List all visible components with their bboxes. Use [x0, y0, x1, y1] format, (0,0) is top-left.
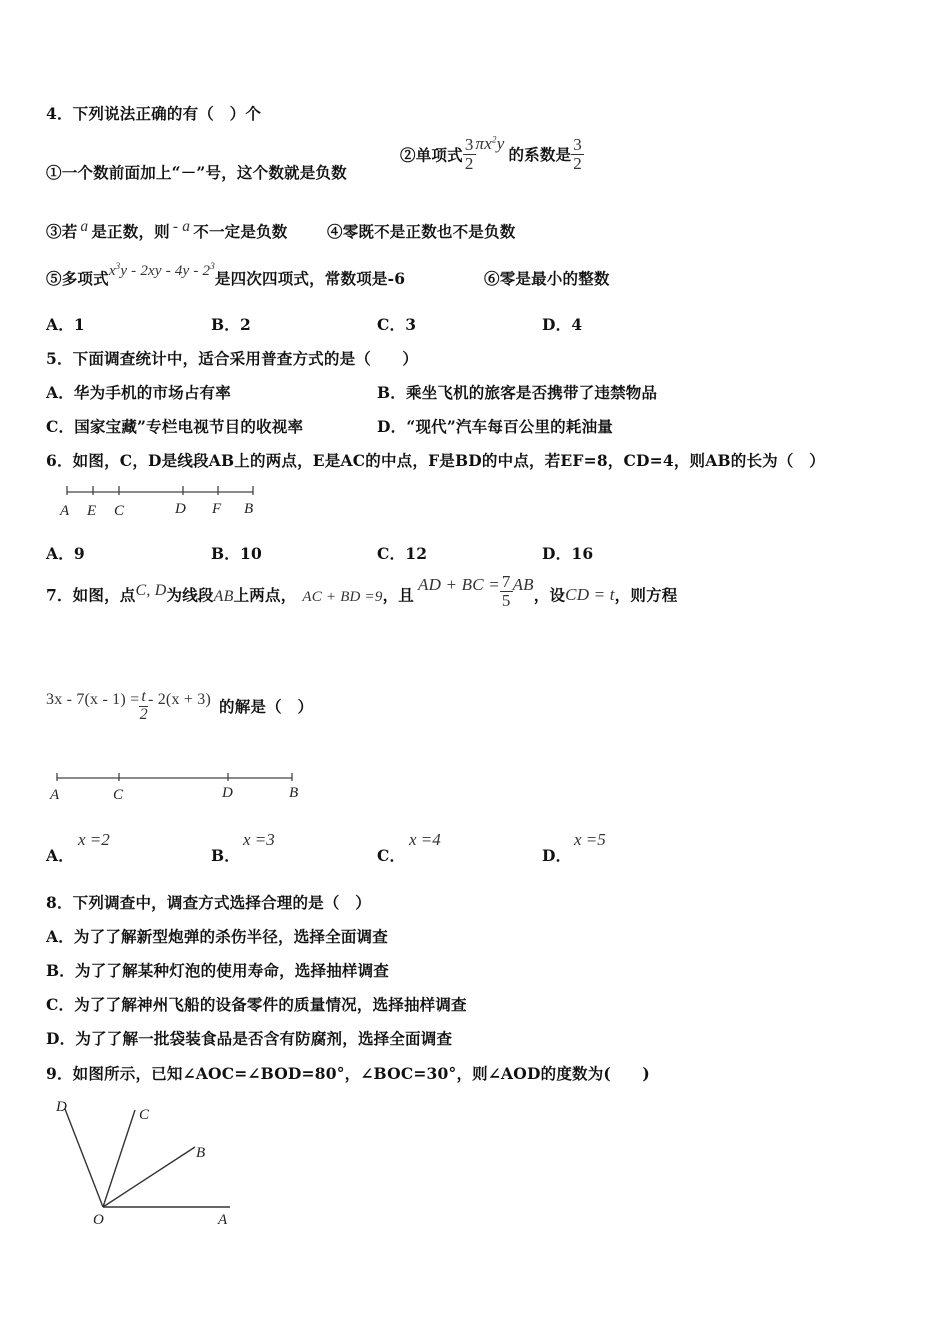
q7-equation-left: 3x - 7(x - 1) = [46, 691, 140, 709]
q7-equation-numerator: t [141, 688, 146, 705]
q7-equation-right: - 2(x + 3) [148, 691, 212, 709]
q4-statement-3 [46, 220, 287, 242]
q6-label-e: E [87, 503, 97, 519]
q7-text-5: ，设 [533, 585, 566, 605]
q7-segment-ab: AB [213, 588, 234, 606]
q7-option-a-value: x =2 [78, 830, 110, 849]
q4-s2-pre: ②单项式 [400, 145, 463, 165]
q4-stem: 4．下列说法正确的有（ ）个 [46, 104, 262, 123]
q5-option-c: C．国家宝藏”专栏电视节目的收视率 [46, 417, 304, 436]
q9-label-o: O [93, 1212, 104, 1228]
q4-option-d: D．4 [542, 315, 583, 334]
q9-label-c: C [139, 1107, 150, 1123]
q4-s3-a: a [80, 218, 89, 235]
q7-option-c-letter: C． [377, 846, 406, 865]
q4-statement-2 [400, 136, 584, 173]
q4-option-b: B．2 [211, 315, 251, 334]
q7-points-cd: C, D [135, 582, 167, 600]
q4-s5-post: 是四次四项式，常数项是-6 [214, 269, 406, 288]
q5-stem: 5．下面调查统计中，适合采用普查方式的是（ ） [46, 349, 419, 368]
q7-label-b: B [289, 785, 299, 801]
q6-option-a: A．9 [46, 544, 85, 563]
q4-s2-coef-numerator: 3 [573, 135, 582, 154]
q9-angle-figure [50, 1093, 240, 1233]
q8-option-d: D．为了了解一批袋装食品是否含有防腐剂，选择全面调查 [46, 1029, 453, 1048]
q4-s2-post: 的系数是 [508, 145, 572, 165]
q4-s5-rest: y - 2xy - 4y - 2 [120, 263, 211, 279]
q7-segment-figure [46, 768, 311, 804]
q6-label-b: B [244, 501, 254, 517]
q4-s2-coefficient [571, 136, 584, 173]
q4-s5-exp-b: 3 [210, 261, 215, 271]
q8-option-a: A．为了了解新型炮弹的杀伤半径，选择全面调查 [46, 927, 388, 946]
q4-s3-pre: ③若 [46, 222, 78, 241]
q4-s5-x: x [108, 263, 116, 279]
q4-statement-5 [46, 261, 406, 289]
q8-option-b: B．为了了解某种灯泡的使用寿命，选择抽样调查 [46, 961, 390, 980]
q7-option-c-value: x =4 [409, 830, 441, 849]
q6-label-a: A [60, 503, 70, 519]
q6-segment-figure [54, 482, 269, 524]
q7-label-a: A [50, 787, 60, 803]
q7-option-d-letter: D． [542, 846, 572, 865]
q7-stem-line1 [46, 572, 678, 613]
q6-label-d: D [175, 501, 186, 517]
q5-option-b: B．乘坐飞机的旅客是否携带了违禁物品 [377, 383, 658, 402]
q7-eq-left: AD + BC = [417, 575, 500, 595]
q4-s3-mid: 是正数，则 [91, 222, 170, 241]
q6-option-c: C．12 [377, 544, 428, 563]
q7-text-7: 的解是（ ） [219, 697, 314, 717]
q7-option-a-letter: A． [46, 846, 74, 865]
q6-label-c: C [114, 503, 125, 519]
q4-s2-expr: πx [475, 134, 492, 154]
q6-option-b: B．10 [211, 544, 262, 563]
q4-s2-term [476, 134, 505, 153]
q9-ray-ob [103, 1147, 195, 1207]
q7-text-4: ，且 [382, 585, 414, 605]
q4-s5-pre: ⑤多项式 [46, 269, 109, 288]
q4-s5-exp: 3 [115, 261, 121, 271]
q7-text-3: 上两点， [233, 585, 297, 605]
q7-label-c: C [113, 787, 124, 803]
q9-ray-od [65, 1109, 103, 1207]
q4-s2-numerator: 3 [464, 135, 474, 154]
q7-sum-condition: AC + BD =9 [302, 588, 383, 605]
q4-s3-neg-a: - a [172, 218, 191, 235]
q4-s2-fraction [463, 136, 476, 173]
q7-equation-line [46, 689, 313, 724]
q4-statement-4: ④零既不是正数也不是负数 [327, 222, 516, 241]
q7-cd-equals-t: CD = t [565, 585, 615, 605]
q7-text-2: 为线段 [166, 585, 214, 605]
q4-s2-y: y [496, 134, 505, 154]
q4-statement-6: ⑥零是最小的整数 [484, 269, 610, 288]
q4-s2-denominator: 2 [464, 153, 474, 173]
q4-s3-post: 不一定是负数 [193, 222, 288, 241]
q9-label-a: A [218, 1212, 228, 1228]
q7-eq-numerator: 7 [501, 572, 511, 591]
q6-stem: 6．如图，C，D是线段AB上的两点，E是AC的中点，F是BD的中点，若EF=8，CD=4，则AB的长为（ ） [46, 451, 825, 470]
q8-stem: 8．下列调查中，调查方式选择合理的是（ ） [46, 893, 371, 912]
q5-option-d: D．“现代”汽车每百公里的耗油量 [377, 417, 613, 436]
q9-label-b: B [196, 1145, 206, 1161]
q4-s2-coef-denominator: 2 [573, 153, 582, 173]
q4-s5-polynomial [109, 263, 215, 279]
q7-eq-denominator: 5 [501, 590, 511, 610]
q8-option-c: C．为了了解神州飞船的设备零件的质量情况，选择抽样调查 [46, 995, 467, 1014]
q9-stem: 9．如图所示，已知∠AOC=∠BOD=80°，∠BOC=30°，则∠AOD的度数为( ) [46, 1064, 650, 1083]
q4-s2-exponent: 2 [491, 134, 497, 145]
q7-option-d-value: x =5 [574, 830, 606, 849]
q7-equation-fraction [139, 689, 148, 724]
q7-option-b-letter: B． [211, 846, 241, 865]
q9-ray-oc [103, 1110, 135, 1207]
q6-option-d: D．16 [542, 544, 594, 563]
q7-text-1: 7．如图，点 [46, 585, 136, 605]
q7-text-6: ，则方程 [614, 585, 678, 605]
q4-statement-1: ①一个数前面加上“－”号，这个数就是负数 [46, 163, 347, 182]
q7-equation-denominator: 2 [139, 705, 148, 723]
q9-label-d: D [56, 1099, 67, 1115]
q6-label-f: F [212, 501, 222, 517]
q7-option-b-value: x =3 [243, 830, 275, 849]
q5-option-a: A．华为手机的市场占有率 [46, 383, 231, 402]
q7-eq-fraction [500, 573, 513, 610]
q7-label-d: D [222, 785, 233, 801]
q4-option-a: A．1 [46, 315, 85, 334]
q4-option-c: C．3 [377, 315, 417, 334]
q7-eq-right: AB [512, 575, 534, 595]
